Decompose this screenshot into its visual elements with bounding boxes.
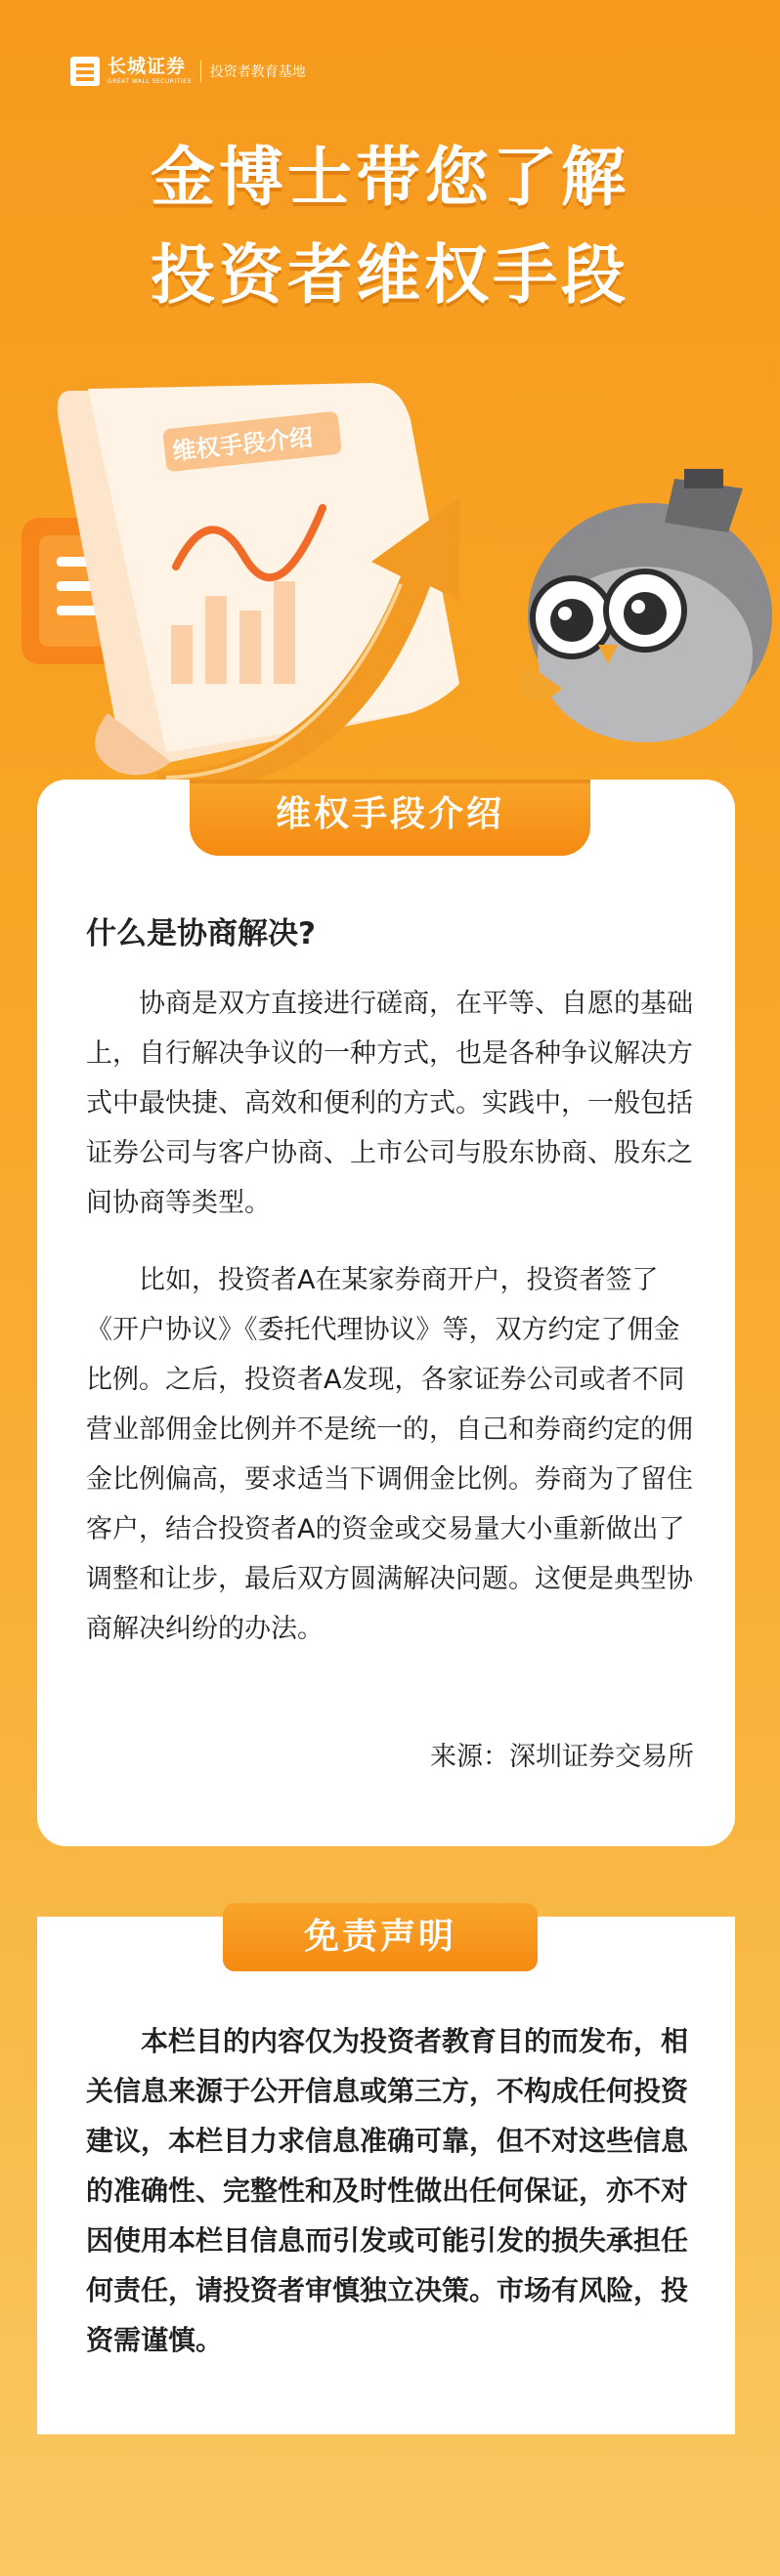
section-question: 什么是协商解决? bbox=[86, 916, 316, 951]
scroll-icon bbox=[58, 383, 459, 775]
logo-name: 长城证券 bbox=[108, 56, 187, 77]
hero-title-line2: 投资者维权手段 bbox=[151, 237, 629, 313]
source-note: 来源：深圳证券交易所 bbox=[430, 1742, 694, 1772]
hero-illustration bbox=[0, 361, 780, 811]
owl-mascot bbox=[518, 469, 772, 742]
logo-subtitle: 投资者教育基地 bbox=[209, 64, 306, 80]
paragraph-example: 比如，投资者A在某家券商开户，投资者签了《开户协议》《委托代理协议》等，双方约定了佣金比例。之后，投资者A发现，各家证券公司或者不同营业部佣金比例并不是统一的，自己和券商约定的佣金比例偏高，要求适当下调佣金比例。券商为了留住客户，结合投资者A的资金或交易量大小重新做出了调整和让步，最后双方圆满解决问题。这便是典型协商解决纠纷的办法。 bbox=[86, 1265, 693, 1644]
hero-title-line1: 金博士带您了解 bbox=[151, 140, 629, 215]
section-tab-disclaimer: 免责声明 bbox=[223, 1903, 538, 1971]
disclaimer-text: 本栏目的内容仅为投资者教育目的而发布，相关信息来源于公开信息或第三方，不构成任何投资建议，本栏目力求信息准确可靠，但不对这些信息的准确性、完整性和及时性做出任何保证，亦不对因使用本栏目信息而引发或可能引发的损失承担任何责任，请投资者审慎独立决策。市场有风险，投资需谨慎。 bbox=[86, 2025, 689, 2356]
logo-icon bbox=[70, 57, 100, 86]
logo-divider bbox=[200, 61, 201, 82]
scroll-label: 维权手段介绍 bbox=[171, 423, 315, 466]
section-tab-intro: 维权手段介绍 bbox=[190, 780, 590, 856]
brand-logo bbox=[70, 57, 306, 86]
logo-english-name: GREAT WALL SECURITIES bbox=[108, 78, 192, 85]
paragraph-definition: 协商是双方直接进行磋商，在平等、自愿的基础上，自行解决争议的一种方式，也是各种争议解决方式中最快捷、高效和便利的方式。实践中，一般包括证券公司与客户协商、上市公司与股东协商、股东之间协商等类型。 bbox=[86, 989, 693, 1218]
